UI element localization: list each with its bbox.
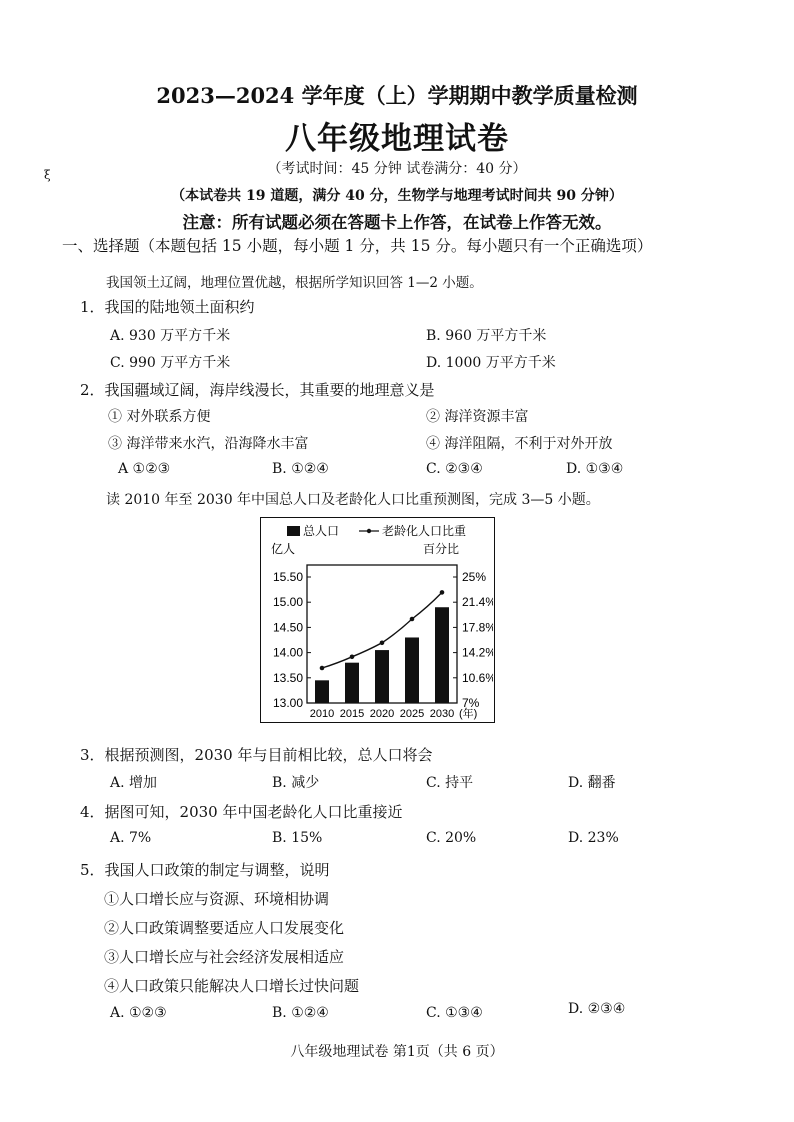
q3-option-d[interactable]: D. 翻番 xyxy=(568,775,616,791)
q5-option-b[interactable]: B. ①②④ xyxy=(272,1005,329,1021)
q5-statement-4: ④人口政策只能解决人口增长过快问题 xyxy=(104,977,360,995)
x-tick-label: 2025 xyxy=(399,708,425,720)
x-tick-label: 2015 xyxy=(339,708,365,720)
q2-statement-3: ③ 海洋带来水汽，沿海降水丰富 xyxy=(108,436,309,452)
margin-mark: ξ xyxy=(44,168,51,182)
left-tick-label: 14.50 xyxy=(272,620,303,635)
intro-text: 我国领土辽阔，地理位置优越，根据所学知识回答 1—2 小题。 xyxy=(106,275,483,291)
right-tick-label: 7% xyxy=(462,696,480,710)
question-4-stem: 4．据图可知，2030 年中国老龄化人口比重接近 xyxy=(80,803,403,821)
left-tick-label: 15.50 xyxy=(272,570,303,584)
aging-ratio-point xyxy=(410,617,415,622)
q1-option-b[interactable]: B. 960 万平方千米 xyxy=(426,328,547,344)
population-bar xyxy=(345,663,359,703)
right-tick-label: 14.2% xyxy=(462,645,493,660)
population-chart xyxy=(260,517,495,723)
paper-title: 八年级地理试卷 xyxy=(285,121,509,157)
q2-option-c[interactable]: C. ②③④ xyxy=(426,461,483,477)
q2-statement-4: ④ 海洋阻隔，不利于对外开放 xyxy=(426,436,613,452)
population-bar xyxy=(315,680,329,703)
aging-ratio-point xyxy=(380,641,385,646)
q3-option-c[interactable]: C. 持平 xyxy=(426,775,474,791)
q2-statement-2: ② 海洋资源丰富 xyxy=(426,409,529,425)
q5-option-d[interactable]: D. ②③④ xyxy=(568,1001,626,1017)
question-2-stem: 2．我国疆域辽阔，海岸线漫长，其重要的地理意义是 xyxy=(80,381,435,399)
q4-option-c[interactable]: C. 20% xyxy=(426,830,477,846)
page-footer: 八年级地理试卷 第1页（共 6 页） xyxy=(290,1044,504,1060)
q5-option-a[interactable]: A. ①②③ xyxy=(110,1005,167,1021)
right-tick-label: 10.6% xyxy=(462,670,493,685)
answer-notice: 注意：所有试题必须在答题卡上作答，在试卷上作答无效。 xyxy=(182,213,612,232)
legend-line-label: 老龄化人口比重 xyxy=(382,524,467,538)
q5-statement-1: ①人口增长应与资源、环境相协调 xyxy=(104,890,330,908)
x-unit-label: (年) xyxy=(459,708,478,720)
q2-option-b[interactable]: B. ①②④ xyxy=(272,461,329,477)
left-axis-label: 亿人 xyxy=(271,542,296,556)
q5-statement-3: ③人口增长应与社会经济发展相适应 xyxy=(104,948,345,966)
q1-option-c[interactable]: C. 990 万平方千米 xyxy=(110,355,231,371)
q4-option-d[interactable]: D. 23% xyxy=(568,830,619,846)
x-tick-label: 2020 xyxy=(369,708,395,720)
exam-time: （考试时间：45 分钟 试卷满分：40 分） xyxy=(267,161,527,177)
x-tick-label: 2030 xyxy=(429,708,455,720)
aging-ratio-point xyxy=(320,666,325,671)
exam-note: （本试卷共 19 道题，满分 40 分，生物学与地理考试时间共 90 分钟） xyxy=(171,188,623,204)
right-axis-label: 百分比 xyxy=(423,542,460,556)
right-tick-label: 25% xyxy=(462,570,487,584)
left-tick-label: 13.50 xyxy=(272,670,303,685)
q2-option-d[interactable]: D. ①③④ xyxy=(566,461,624,477)
q3-option-a[interactable]: A. 增加 xyxy=(110,775,158,791)
question-1-stem: 1．我国的陆地领土面积约 xyxy=(80,298,255,316)
population-bar xyxy=(435,607,449,703)
q1-option-a[interactable]: A. 930 万平方千米 xyxy=(110,328,231,344)
q2-statement-1: ① 对外联系方便 xyxy=(108,409,211,425)
legend-line-marker xyxy=(367,529,371,533)
chart-intro-text: 读 2010 年至 2030 年中国总人口及老龄化人口比重预测图，完成 3—5 小题。 xyxy=(106,492,600,508)
q5-option-c[interactable]: C. ①③④ xyxy=(426,1005,483,1021)
x-tick-label: 2010 xyxy=(309,708,335,720)
section-heading: 一、选择题（本题包括 15 小题，每小题 1 分，共 15 分。每小题只有一个正确选项） xyxy=(62,237,653,255)
question-5-stem: 5．我国人口政策的制定与调整，说明 xyxy=(80,861,330,879)
exam-title: 2023—2024 学年度（上）学期期中教学质量检测 xyxy=(156,83,638,108)
q3-option-b[interactable]: B. 减少 xyxy=(272,775,320,791)
right-tick-label: 17.8% xyxy=(462,620,493,635)
population-bar xyxy=(405,637,419,703)
population-chart-svg xyxy=(261,518,493,721)
aging-ratio-point xyxy=(350,655,355,660)
left-tick-label: 13.00 xyxy=(272,696,303,710)
aging-ratio-point xyxy=(440,590,445,595)
q5-statement-2: ②人口政策调整要适应人口发展变化 xyxy=(104,919,345,937)
legend-bar-swatch xyxy=(287,526,300,536)
left-tick-label: 14.00 xyxy=(272,645,303,660)
question-3-stem: 3．根据预测图，2030 年与目前相比较，总人口将会 xyxy=(80,746,433,764)
q4-option-b[interactable]: B. 15% xyxy=(272,830,323,846)
q4-option-a[interactable]: A. 7% xyxy=(110,830,152,846)
legend-bar-label: 总人口 xyxy=(303,524,340,538)
left-tick-label: 15.00 xyxy=(272,595,303,610)
q2-option-a[interactable]: A ①②③ xyxy=(118,461,171,477)
population-bar xyxy=(375,650,389,703)
right-tick-label: 21.4% xyxy=(462,595,493,610)
q1-option-d[interactable]: D. 1000 万平方千米 xyxy=(426,355,556,371)
